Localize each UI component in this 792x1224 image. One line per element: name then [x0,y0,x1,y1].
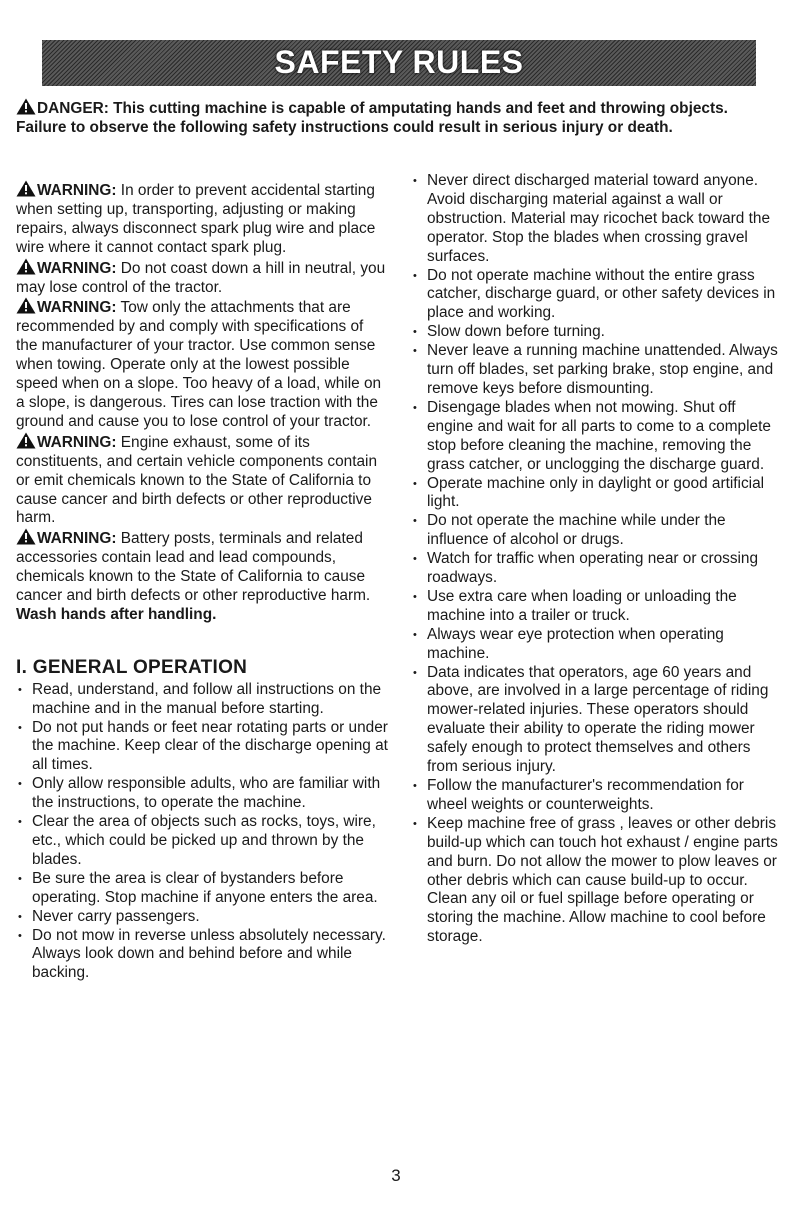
warning-text: Battery posts, terminals and related accessories contain lead and lead compounds, chemicals known to the State of California to cause cancer and birth defects or other reproductive harm. [16,530,371,605]
warning-paragraph [16,258,388,298]
general-operation-list-continued [411,172,781,947]
warning-triangle-icon [16,528,36,545]
danger-label: DANGER: [37,100,109,117]
list-item: • Clear the area of objects such as rocks, toys, wire, etc., which could be picked up and thrown by the blades. [16,813,388,870]
warning-label: WARNING: [37,259,117,277]
warning-label: WARNING: [37,433,117,451]
list-item: • Do not operate the machine while under the influence of alcohol or drugs. [411,512,781,550]
warning-triangle-icon [16,297,36,314]
list-item: • Do not mow in reverse unless absolutely necessary. Always look down and behind before and while backing. [16,927,388,984]
warning-paragraph [16,432,388,529]
list-item: • Follow the manufacturer's recommendation for wheel weights or counterweights. [411,777,781,815]
list-item: • Operate machine only in daylight or good artificial light. [411,475,781,513]
list-item: • Disengage blades when not mowing. Shut off engine and wait for all parts to come to a complete stop before cleaning the machine, removing the grass catcher, or unclogging the discharge guard. [411,399,781,475]
list-item: • Do not put hands or feet near rotating parts or under the machine. Keep clear of the discharge opening at all times. [16,719,388,776]
list-item: • Only allow responsible adults, who are familiar with the instructions, to operate the machine. [16,775,388,813]
wash-hands-note: Wash hands after handling. [16,605,217,623]
list-item: • Data indicates that operators, age 60 years and above, are involved in a large percentage of riding mower-related injuries. These operators should evaluate their ability to operate the riding mower safely enough to protect themselves and others from serious injury. [411,664,781,777]
list-item: • Read, understand, and follow all instructions on the machine and in the manual before starting. [16,681,388,719]
list-item: • Always wear eye protection when operating machine. [411,626,781,664]
warning-label: WARNING: [37,530,117,548]
list-item: • Never carry passengers. [16,908,388,927]
list-item: • Be sure the area is clear of bystanders before operating. Stop machine if anyone enters the area. [16,870,388,908]
danger-text: This cutting machine is capable of amputating hands and feet and throwing objects. Failure to observe the following safety instructions could result in serious injury or death. [16,100,728,136]
list-item: • Keep machine free of grass , leaves or other debris build-up which can touch hot exhaust / engine parts and burn. Do not allow the mower to plow leaves or other debris which can cause build-up to occur. Clean any oil or fuel spillage before operating or storing the machine. Allow machine to cool before storage. [411,815,781,947]
warning-text: In order to prevent accidental starting when setting up, transporting, adjusting or making repairs, always disconnect spark plug wire and place wire where it cannot contact spark plug. [16,182,376,256]
warning-paragraph [16,180,388,258]
warning-label: WARNING: [37,182,117,199]
right-column [411,172,781,947]
page-title: SAFETY RULES [274,44,524,80]
warning-paragraph [16,528,388,625]
list-item: • Slow down before turning. [411,323,781,342]
page-number: 3 [391,1166,401,1185]
warning-text: Tow only the attachments that are recommended by and comply with specifications of the manufacturer of your tractor. Use common sense when towing. Operate only at the lowest possible speed when on a slope. Too heavy of a load, while on a slope, is dangerous. Tires can lose traction with the ground and cause you to lose control of your tractor. [16,299,382,430]
general-operation-list [16,681,388,984]
list-item: • Use extra care when loading or unloading the machine into a trailer or truck. [411,588,781,626]
list-item: • Watch for traffic when operating near or crossing roadways. [411,550,781,588]
warning-label: WARNING: [37,299,117,317]
warning-triangle-icon [16,180,36,197]
warning-text: Engine exhaust, some of its constituents, and certain vehicle components contain or emit chemicals known to the State of California to cause cancer and birth defects or other reproductive harm. [16,433,378,527]
list-item: • Never direct discharged material toward anyone. Avoid discharging material against a wall or obstruction. Material may ricochet back toward the operator. Stop the blades when crossing gravel surfaces. [411,172,781,267]
warning-triangle-icon [16,98,36,115]
warning-triangle-icon [16,432,36,449]
warning-triangle-icon [16,258,36,275]
warning-text: Do not coast down a hill in neutral, you may lose control of the tractor. [16,259,386,296]
list-item: • Do not operate machine without the entire grass catcher, discharge guard, or other safety devices in place and working. [411,267,781,324]
list-item: • Never leave a running machine unattended. Always turn off blades, set parking brake, stop engine, and remove keys before dismounting. [411,342,781,399]
safety-rules-title-bar [42,40,756,86]
left-column [16,180,388,983]
section-heading: I. GENERAL OPERATION [16,656,248,678]
warning-paragraph [16,297,388,431]
danger-notice [16,98,756,137]
